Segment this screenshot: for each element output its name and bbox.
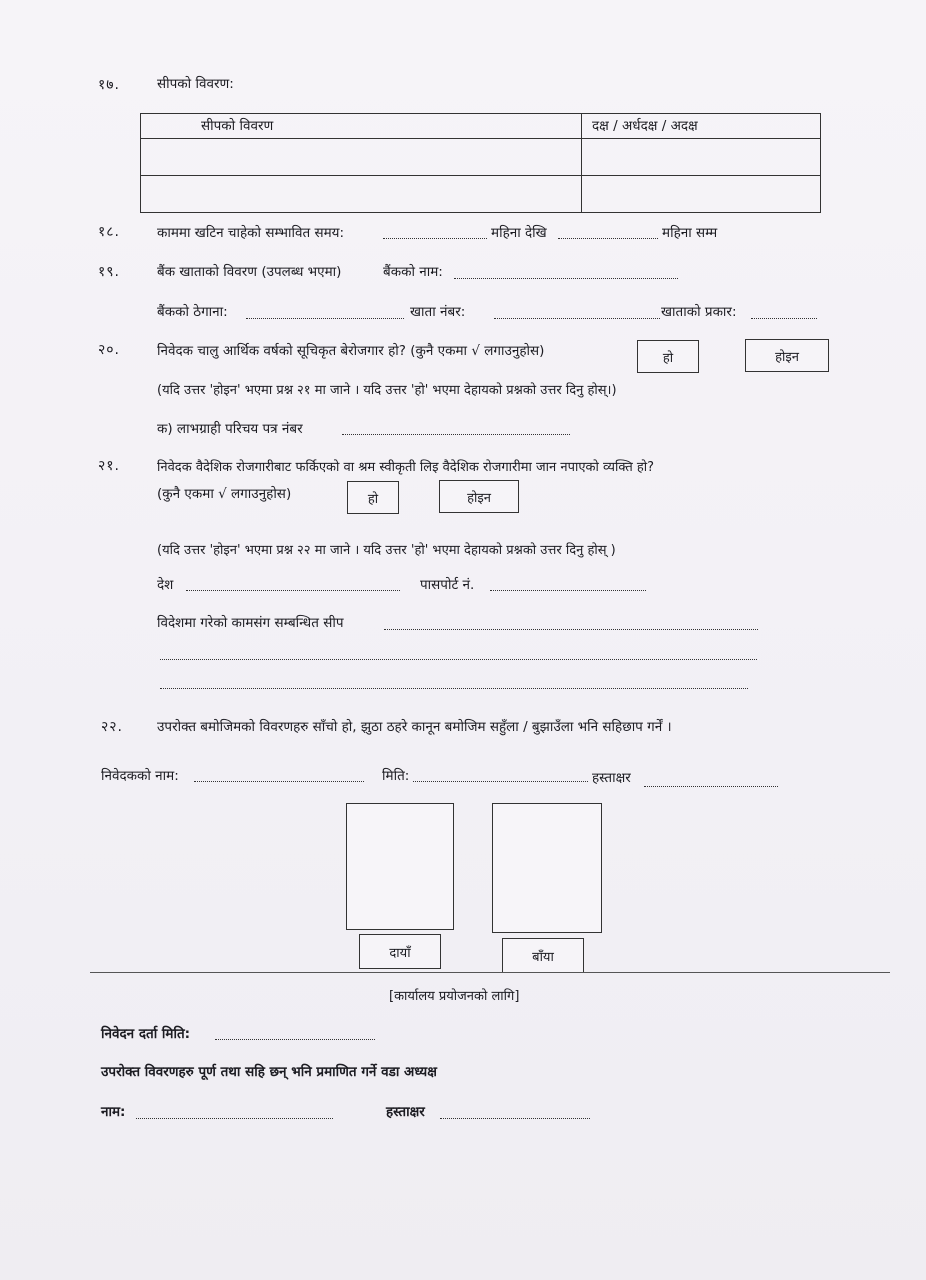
q21-question: निवेदक वैदेशिक रोजगारीबाट फर्किएको वा श्रम स्वीकृती लिइ वैदेशिक रोजगारीमा जान नपाएको व्यक्ति हो? [157, 460, 655, 475]
q21-country-label: देश [157, 577, 174, 593]
foreign-skill-field[interactable] [384, 617, 758, 630]
q18-to-label: महिना सम्म [662, 225, 718, 241]
q18-number: १८. [98, 224, 121, 240]
q21-no-checkbox[interactable] [439, 480, 519, 513]
q20-question: निवेदक चालु आर्थिक वर्षको सूचिकृत बेरोजगार हो? (कुनै एकमा √ लगाउनुहोस) [157, 343, 545, 359]
registration-date-field[interactable] [215, 1027, 375, 1040]
left-thumbprint-box[interactable] [492, 803, 602, 933]
q18-to-field[interactable] [558, 226, 658, 239]
q20-no-label: होइन [775, 349, 799, 365]
q19-label: बैंक खाताको विवरण (उपलब्ध भएमा) [157, 264, 342, 280]
bank-address-field[interactable] [246, 306, 404, 319]
q20-yes-checkbox[interactable] [637, 340, 699, 373]
skill-table [140, 113, 821, 213]
q21-yes-label: हो [367, 491, 379, 507]
office-use-heading: [कार्यालय प्रयोजनको लागि] [389, 989, 520, 1004]
certification-text: उपरोक्त विवरणहरु पूर्ण तथा सहि छन् भनि प्रमाणित गर्ने वडा अध्यक्ष [101, 1064, 437, 1080]
q19-number: १९. [98, 264, 121, 280]
q20-yes-label: हो [662, 350, 674, 366]
country-field[interactable] [186, 578, 400, 591]
table-cell[interactable] [582, 139, 821, 176]
q21-yes-checkbox[interactable] [347, 481, 399, 514]
q20-sub-label: क) लाभग्राही परिचय पत्र नंबर [157, 421, 303, 437]
left-thumb-label-box [502, 938, 584, 973]
table-header-level: दक्ष / अर्धदक्ष / अदक्ष [582, 114, 821, 139]
q20-number: २०. [98, 342, 121, 358]
q21-number: २१. [98, 458, 121, 474]
right-thumb-label-box [359, 934, 441, 969]
q20-no-checkbox[interactable] [745, 339, 829, 372]
q18-from-label: महिना देखि [491, 225, 547, 241]
date-field[interactable] [413, 769, 588, 782]
signature-field[interactable] [644, 774, 778, 787]
beneficiary-id-field[interactable] [342, 422, 570, 435]
applicant-name-field[interactable] [194, 769, 364, 782]
table-row [141, 176, 821, 213]
table-header-row [141, 114, 821, 139]
left-thumb-label: बाँया [532, 949, 554, 965]
bank-name-field[interactable] [454, 266, 678, 279]
q17-number: १७. [98, 77, 121, 93]
q21-instruction: (कुनै एकमा √ लगाउनुहोस) [157, 486, 292, 502]
foreign-skill-field-line3[interactable] [160, 676, 748, 689]
table-cell[interactable] [141, 176, 582, 213]
passport-field[interactable] [490, 578, 646, 591]
q19-bank-address-label: बैंकको ठेगाना: [157, 304, 228, 320]
office-name-field[interactable] [136, 1106, 333, 1119]
office-signature-field[interactable] [440, 1106, 590, 1119]
q21-skill-label: विदेशमा गरेको कामसंग सम्बन्धित सीप [157, 615, 344, 631]
date-label: मिति: [382, 768, 410, 784]
office-signature-label: हस्ताक्षर [386, 1104, 425, 1120]
q21-no-label: होइन [467, 490, 491, 506]
office-name-label: नाम: [101, 1104, 126, 1120]
table-cell[interactable] [141, 139, 582, 176]
table-row [141, 139, 821, 176]
q21-note: (यदि उत्तर 'होइन' भएमा प्रश्न २२ मा जाने । यदि उत्तर 'हो' भएमा देहायको प्रश्नको उत्तर दिनु होस् ) [157, 543, 616, 558]
q20-note: (यदि उत्तर 'होइन' भएमा प्रश्न २१ मा जाने । यदि उत्तर 'हो' भएमा देहायको प्रश्नको उत्तर दिनु होस्।) [157, 383, 617, 398]
right-thumb-label: दायाँ [389, 945, 411, 961]
q19-account-no-label: खाता नंबर: [410, 304, 466, 320]
q17-title: सीपको विवरण: [157, 76, 234, 92]
divider-line [90, 972, 890, 973]
signature-label: हस्ताक्षर [592, 770, 631, 786]
q19-account-type-label: खाताको प्रकार: [661, 304, 737, 320]
applicant-name-label: निवेदकको नाम: [101, 768, 179, 784]
right-thumbprint-box[interactable] [346, 803, 454, 930]
table-header-skill: सीपको विवरण [141, 114, 582, 139]
account-type-field[interactable] [751, 306, 817, 319]
q22-declaration: उपरोक्त बमोजिमको विवरणहरु साँचो हो, झुठा ठहरे कानून बमोजिम सहुँला / बुझाउँला भनि सहिछाप गर्नें । [157, 719, 672, 735]
table-cell[interactable] [582, 176, 821, 213]
q21-passport-label: पासपोर्ट नं. [420, 577, 475, 593]
q18-label: काममा खटिन चाहेको सम्भावित समय: [157, 225, 345, 241]
q22-number: २२. [101, 719, 124, 735]
registration-date-label: निवेदन दर्ता मिति: [101, 1026, 191, 1042]
foreign-skill-field-line2[interactable] [160, 647, 757, 660]
q18-from-field[interactable] [383, 226, 487, 239]
account-number-field[interactable] [494, 306, 660, 319]
q19-bank-name-label: बैंकको नाम: [383, 264, 443, 280]
